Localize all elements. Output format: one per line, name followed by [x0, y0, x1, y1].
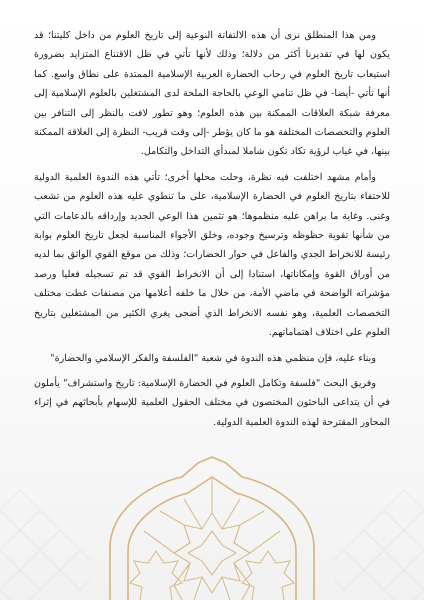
paragraph-1: ومن هذا المنطلق نرى أن هذه الالتفاتة النوعية إلى تاريخ العلوم من داخل كليتنا؛ قد يكون لها في تقديرنا أكثر من دلالة؛ وذلك لأنها تأتي في ظل الاقتناع المتزايد بضرورة استيعاب تاريخ العلوم في رحاب الحضارة العربية الإسلامية الممتدة على نطاق واسع. كما أنها تأتي -أيضا- في ظل تنامي الوعي بالحاجة الملحة لدى المشتغلين بالعلوم الإسلامية إلى معرفة شبكة العلاقات الممكنة بين هذه العلوم؛ وهو تطور لافت بالنظر إلى التنافر بين العلوم والتخصصات المختلفة هو ما كان يؤطر -إلى وقت قريب- النظرة إلى العلاقة الممكنة بينها، في غياب لرؤية تكاد تكون شاملا لمبدأي التداخل والتكامل.: [34, 30, 390, 158]
paragraph-4: وفريق البحث "فلسفة وتكامل العلوم في الحضارة الإسلامية: تاريخ واستشراف" يأملون في أن يتداعى الباحثون المختصون في مختلف الحقول العلمية للإسهام بأبحاثهم في إثراء المحاور المقترحة لهذه الندوة العلمية الدولية.: [34, 377, 390, 428]
body-text: [34, 26, 390, 438]
paragraph-2: وأمام مشهد اختلفت فيه نظرة، وحلت محلها أخرى؛ تأتي هذه الندوة العلمية الدولية للاحتفاء بتاريخ العلوم في الحضارة الإسلامية، على ما تنطوي عليه هذه العلوم من تشعب وغنى. وغاية ما يراهن عليه منظموها؛ هو تثمين هذا الوعي الجديد وإرداقه بالدعامات التي من شأنها تقوية حظوظه وترسيخ وجوده، وخلق الأجواء المناسبة لجعل تاريخ العلوم بوابة رئيسة للانخراط الجدي والفاعل في حوار الحضارات؛ وذلك من موقع القوي الواثق بما لديه من أوراق القوة وإمكاناتها، استنادا إلى أن الانخراط القوي قد تم تسجيله فعليا ورصد مؤشراته الواضحة في ماضي الأمة، من خلال ما خلفه أعلامها من مصنفات غطت مختلف التخصصات العلمية، وهو نفسه الانخراط الذي أضحى يغري الكثير من المشتغلين بتاريخ العلوم على اختلاف اهتماماتهم.: [34, 171, 390, 339]
islamic-arch-ornament: [90, 455, 334, 600]
geometric-pattern-right: [334, 490, 424, 600]
geometric-pattern-left: [0, 490, 90, 600]
paragraph-3: وبناء عليه، فإن منظمي هذه الندوة في شعبة "الفلسفة والفكر الإسلامي والحضارة": [50, 352, 376, 364]
